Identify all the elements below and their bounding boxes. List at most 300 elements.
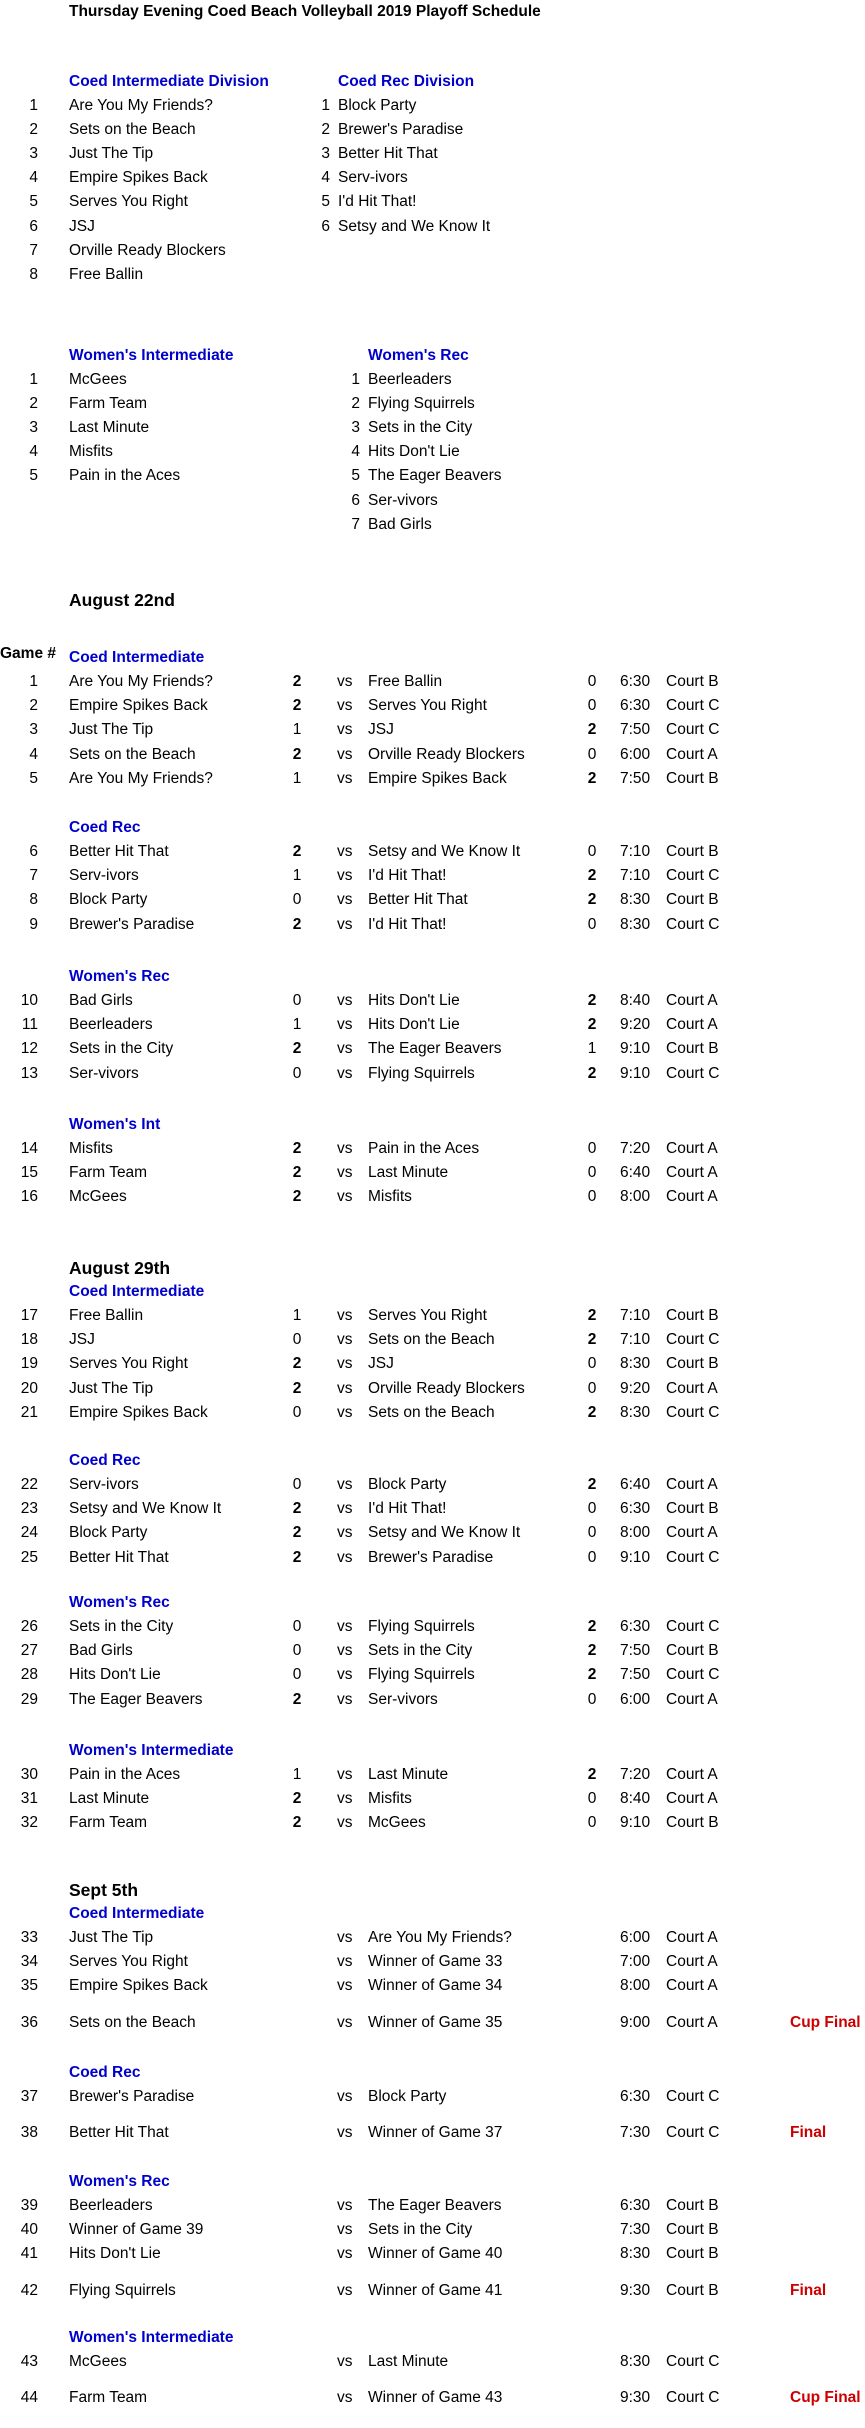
court-name: Court A [666,1164,718,1182]
court-name: Court C [666,697,720,715]
team-1: Last Minute [69,1790,150,1808]
score-1: 0 [292,1476,302,1493]
court-name: Court A [666,1690,718,1708]
score-2: 2 [587,867,597,885]
score-2: 0 [587,673,597,690]
vs-label: vs [337,2281,353,2299]
division-heading: Coed Intermediate [69,1283,205,1300]
team-1: Misfits [69,1140,113,1157]
score-1: 2 [292,1379,302,1397]
seed-team-name: Bad Girls [368,515,432,533]
seed-number: 2 [321,121,330,139]
score-1: 2 [292,745,302,763]
seed-team-name: Serves You Right [69,193,188,211]
game-time: 8:00 [620,1188,651,1206]
game-number: 42 [20,2281,38,2299]
score-1: 2 [292,1040,302,1058]
division-heading: Coed Rec [69,819,141,836]
score-2: 2 [587,1642,597,1660]
score-1: 2 [292,1355,302,1373]
final-badge: Final [790,2281,827,2299]
team-2: Winner of Game 43 [368,2389,503,2407]
game-time: 9:10 [620,1548,651,1566]
game-number: 13 [20,1064,38,1082]
game-time: 8:00 [620,1524,651,1542]
game-number: 3 [29,721,38,739]
game-number: 23 [20,1500,38,1518]
team-1: Free Ballin [69,1307,144,1324]
seed-number: 5 [351,467,360,485]
vs-label: vs [337,1666,353,1684]
seed-number: 4 [321,169,330,187]
seed-number: 4 [351,443,360,461]
vs-label: vs [337,2353,353,2370]
seed-team-name: Free Ballin [69,265,144,283]
game-time: 8:30 [620,915,651,933]
team-2: Are You My Friends? [368,1929,512,1946]
court-name: Court B [666,843,719,860]
final-badge: Cup Final [790,2013,861,2031]
division-heading: Women's Int [69,1116,161,1133]
game-time: 7:10 [620,867,651,885]
game-time: 8:30 [620,891,651,909]
team-1: Better Hit That [69,2124,169,2142]
game-number: 1 [29,673,38,690]
court-name: Court C [666,1618,720,1635]
game-time: 6:30 [620,2088,651,2105]
game-time: 7:50 [620,1666,651,1684]
final-badge: Final [790,2124,827,2142]
game-number: 12 [20,1040,38,1058]
game-number: 21 [20,1403,38,1421]
vs-label: vs [337,1500,353,1518]
seed-number: 6 [351,491,360,509]
team-2: I'd Hit That! [368,915,447,933]
team-2: Better Hit That [368,891,468,909]
game-number: 38 [20,2124,38,2142]
score-2: 2 [587,1064,597,1082]
score-2: 0 [587,1164,597,1182]
seed-team-name: Setsy and We Know It [338,217,491,235]
team-2: Winner of Game 37 [368,2124,503,2142]
seed-number: 3 [321,145,330,163]
vs-label: vs [337,1403,353,1421]
seed-number: 1 [321,97,330,114]
team-1: Block Party [69,1524,148,1542]
score-1: 0 [292,1064,302,1082]
game-number: 6 [29,843,38,860]
seed-number: 5 [29,193,38,211]
court-name: Court B [666,1642,719,1660]
team-1: Serv-ivors [69,1476,139,1493]
game-number: 40 [20,2221,38,2239]
court-name: Court B [666,673,719,690]
score-2: 2 [587,891,597,909]
vs-label: vs [337,891,353,909]
court-name: Court A [666,1016,718,1034]
team-2: Winner of Game 41 [368,2281,503,2299]
game-time: 7:50 [620,721,651,739]
team-1: Flying Squirrels [69,2281,176,2299]
score-1: 1 [292,867,302,885]
game-number: 41 [20,2245,38,2263]
score-1: 0 [292,1642,302,1660]
court-name: Court A [666,1929,718,1946]
team-2: Brewer's Paradise [368,1548,494,1566]
team-2: The Eager Beavers [368,2197,502,2214]
game-time: 7:10 [620,1307,651,1324]
game-time: 9:10 [620,1064,651,1082]
court-name: Court C [666,2389,720,2407]
vs-label: vs [337,2221,353,2239]
game-time: 6:30 [620,673,651,690]
court-name: Court A [666,1766,718,1783]
team-2: Block Party [368,2088,447,2105]
score-1: 2 [292,1524,302,1542]
seed-team-name: Sets on the Beach [69,121,196,139]
date-heading: August 29th [69,1258,171,1278]
score-1: 1 [292,1766,302,1783]
seed-number: 8 [29,265,38,283]
team-2: Misfits [368,1790,412,1808]
team-2: Sets on the Beach [368,1403,495,1421]
team-2: Hits Don't Lie [368,992,460,1009]
score-1: 2 [292,1814,302,1832]
vs-label: vs [337,697,353,715]
seed-division-heading: Coed Rec Division [338,73,475,90]
seed-number: 4 [29,169,38,187]
team-2: Sets on the Beach [368,1331,495,1349]
game-time: 7:50 [620,769,651,787]
vs-label: vs [337,2197,353,2214]
vs-label: vs [337,673,353,690]
vs-label: vs [337,1140,353,1157]
division-heading: Women's Rec [69,968,170,985]
seed-team-name: Hits Don't Lie [368,443,460,461]
court-name: Court B [666,1307,719,1324]
team-2: Winner of Game 35 [368,2013,503,2031]
team-2: Ser-vivors [368,1690,438,1708]
team-2: Pain in the Aces [368,1140,480,1157]
team-1: Block Party [69,891,148,909]
game-time: 9:10 [620,1814,651,1832]
court-name: Court C [666,1331,720,1349]
team-2: Sets in the City [368,2221,473,2239]
team-1: Are You My Friends? [69,673,213,690]
seed-team-name: Farm Team [69,395,148,413]
team-1: Sets in the City [69,1618,174,1635]
vs-label: vs [337,1790,353,1808]
vs-label: vs [337,1379,353,1397]
score-2: 0 [587,1548,597,1566]
seed-team-name: Serv-ivors [338,169,408,187]
team-2: Flying Squirrels [368,1666,475,1684]
game-number: 43 [20,2353,38,2370]
score-2: 2 [587,1766,597,1783]
team-2: Serves You Right [368,1307,487,1324]
seed-team-name: Block Party [338,97,417,114]
team-2: Flying Squirrels [368,1618,475,1635]
team-2: McGees [368,1814,426,1832]
team-2: Misfits [368,1188,412,1206]
game-number: 24 [20,1524,38,1542]
game-number: 18 [20,1331,38,1349]
division-heading: Coed Rec [69,2064,141,2081]
vs-label: vs [337,2013,353,2031]
vs-label: vs [337,1977,353,1995]
score-2: 0 [587,697,597,715]
score-1: 0 [292,1331,302,1349]
seed-team-name: Flying Squirrels [368,395,475,413]
game-time: 7:10 [620,843,651,860]
team-1: Empire Spikes Back [69,1403,208,1421]
score-1: 0 [292,1403,302,1421]
seed-number: 3 [29,419,38,437]
team-1: Farm Team [69,2389,148,2407]
court-name: Court A [666,1790,718,1808]
score-2: 2 [587,721,597,739]
vs-label: vs [337,2088,353,2105]
team-1: Hits Don't Lie [69,2245,161,2263]
team-1: Better Hit That [69,1548,169,1566]
court-name: Court A [666,745,718,763]
court-name: Court C [666,915,720,933]
team-1: McGees [69,1188,127,1206]
team-1: Brewer's Paradise [69,915,195,933]
team-2: Winner of Game 33 [368,1953,503,1971]
court-name: Court B [666,2245,719,2263]
court-name: Court C [666,2088,720,2105]
score-1: 0 [292,1666,302,1684]
game-number: 35 [20,1977,38,1995]
score-1: 2 [292,1790,302,1808]
score-1: 1 [292,721,302,739]
seed-number: 6 [321,217,330,235]
team-2: Empire Spikes Back [368,769,507,787]
vs-label: vs [337,1814,353,1832]
seed-team-name: Sets in the City [368,419,473,437]
game-number: 27 [20,1642,38,1660]
seed-division-heading: Women's Intermediate [69,347,234,364]
division-heading: Women's Rec [69,1594,170,1611]
game-time: 8:40 [620,992,651,1009]
team-2: Setsy and We Know It [368,1524,521,1542]
score-1: 0 [292,992,302,1009]
seed-number: 2 [351,395,360,413]
score-2: 0 [587,843,597,860]
team-1: Setsy and We Know It [69,1500,222,1518]
game-time: 9:30 [620,2389,651,2407]
team-2: Last Minute [368,2353,449,2370]
game-number: 29 [20,1690,38,1708]
score-2: 2 [587,1403,597,1421]
seed-number: 3 [29,145,38,163]
seed-team-name: JSJ [69,217,95,235]
team-1: Sets in the City [69,1040,174,1058]
vs-label: vs [337,1355,353,1373]
court-name: Court B [666,769,719,787]
vs-label: vs [337,1016,353,1034]
seed-team-name: I'd Hit That! [338,193,417,211]
seed-number: 5 [29,467,38,485]
score-1: 2 [292,843,302,860]
seed-number: 1 [29,97,38,114]
game-number: 8 [29,891,38,909]
team-2: Last Minute [368,1766,449,1783]
game-number: 36 [20,2013,38,2031]
court-name: Court B [666,2281,719,2299]
division-heading: Coed Rec [69,1452,141,1469]
score-2: 0 [587,1814,597,1832]
game-time: 6:00 [620,745,651,763]
court-name: Court A [666,2013,718,2031]
seed-team-name: McGees [69,371,127,388]
vs-label: vs [337,1307,353,1324]
score-2: 0 [587,745,597,763]
team-1: Empire Spikes Back [69,697,208,715]
vs-label: vs [337,1524,353,1542]
game-time: 6:30 [620,1500,651,1518]
team-1: Serves You Right [69,1355,188,1373]
team-1: The Eager Beavers [69,1690,203,1708]
seed-number: 1 [29,371,38,388]
vs-label: vs [337,1188,353,1206]
score-1: 0 [292,891,302,909]
game-time: 8:30 [620,1355,651,1373]
seed-team-name: Misfits [69,443,113,461]
court-name: Court A [666,1188,718,1206]
court-name: Court C [666,2353,720,2370]
team-2: Orville Ready Blockers [368,745,525,763]
score-2: 0 [587,1355,597,1373]
vs-label: vs [337,769,353,787]
final-badge: Cup Final [790,2389,861,2407]
seed-team-name: Orville Ready Blockers [69,241,226,259]
score-1: 2 [292,1164,302,1182]
game-number-header: Game # [0,645,57,662]
score-1: 2 [292,1500,302,1518]
score-2: 2 [587,1618,597,1635]
seed-number: 6 [29,217,38,235]
game-number: 39 [20,2197,38,2214]
vs-label: vs [337,2245,353,2263]
division-heading: Women's Intermediate [69,1742,234,1759]
score-2: 2 [587,1016,597,1034]
team-1: Winner of Game 39 [69,2221,204,2239]
game-number: 37 [20,2088,38,2105]
seed-number: 2 [29,121,38,139]
vs-label: vs [337,1953,353,1971]
court-name: Court C [666,1666,720,1684]
team-2: Sets in the City [368,1642,473,1660]
score-1: 1 [292,1016,302,1034]
vs-label: vs [337,1766,353,1783]
vs-label: vs [337,1331,353,1349]
game-time: 7:30 [620,2221,651,2239]
game-time: 6:00 [620,1690,651,1708]
court-name: Court C [666,721,720,739]
team-1: Empire Spikes Back [69,1977,208,1995]
division-heading: Coed Intermediate [69,1905,205,1922]
court-name: Court B [666,1814,719,1832]
team-1: Beerleaders [69,2197,153,2214]
game-time: 8:40 [620,1790,651,1808]
game-number: 9 [29,915,38,933]
vs-label: vs [337,992,353,1009]
vs-label: vs [337,1618,353,1635]
game-number: 33 [20,1929,38,1946]
seed-number: 3 [351,419,360,437]
team-1: Sets on the Beach [69,2013,196,2031]
game-time: 6:00 [620,1929,651,1946]
vs-label: vs [337,915,353,933]
team-2: Serves You Right [368,697,487,715]
seed-number: 4 [29,443,38,461]
game-number: 20 [20,1379,38,1397]
game-number: 22 [20,1476,38,1493]
team-1: Serves You Right [69,1953,188,1971]
game-number: 26 [20,1618,38,1635]
score-1: 2 [292,673,302,690]
team-1: Farm Team [69,1814,148,1832]
game-number: 34 [20,1953,38,1971]
game-time: 7:20 [620,1140,651,1157]
team-2: Last Minute [368,1164,449,1182]
seed-number: 1 [351,371,360,388]
game-time: 9:00 [620,2013,651,2031]
game-time: 6:30 [620,1618,651,1635]
score-2: 0 [587,1790,597,1808]
score-1: 2 [292,697,302,715]
seed-number: 7 [351,515,360,533]
vs-label: vs [337,1040,353,1058]
team-1: Hits Don't Lie [69,1666,161,1684]
game-time: 7:20 [620,1766,651,1783]
game-time: 6:40 [620,1476,651,1493]
division-heading: Women's Rec [69,2173,170,2190]
seed-team-name: Just The Tip [69,145,154,163]
seed-number: 5 [321,193,330,211]
game-number: 44 [20,2389,38,2407]
court-name: Court C [666,2124,720,2142]
seed-team-name: Better Hit That [338,145,438,163]
team-1: Bad Girls [69,992,133,1009]
team-1: Just The Tip [69,1929,154,1946]
court-name: Court C [666,1403,720,1421]
score-1: 2 [292,1548,302,1566]
score-1: 2 [292,1140,302,1157]
score-2: 2 [587,769,597,787]
team-2: The Eager Beavers [368,1040,502,1058]
team-1: Sets on the Beach [69,745,196,763]
game-time: 6:30 [620,697,651,715]
game-number: 10 [20,992,38,1009]
court-name: Court C [666,867,720,885]
game-time: 8:30 [620,2245,651,2263]
game-number: 7 [29,867,38,885]
score-2: 0 [587,915,597,933]
team-1: Brewer's Paradise [69,2088,195,2105]
score-2: 0 [587,1524,597,1542]
game-time: 6:30 [620,2197,651,2214]
vs-label: vs [337,1064,353,1082]
team-2: Hits Don't Lie [368,1016,460,1034]
game-time: 9:20 [620,1016,651,1034]
court-name: Court A [666,1140,718,1157]
team-2: Flying Squirrels [368,1064,475,1082]
game-time: 7:00 [620,1953,651,1971]
score-1: 2 [292,1690,302,1708]
